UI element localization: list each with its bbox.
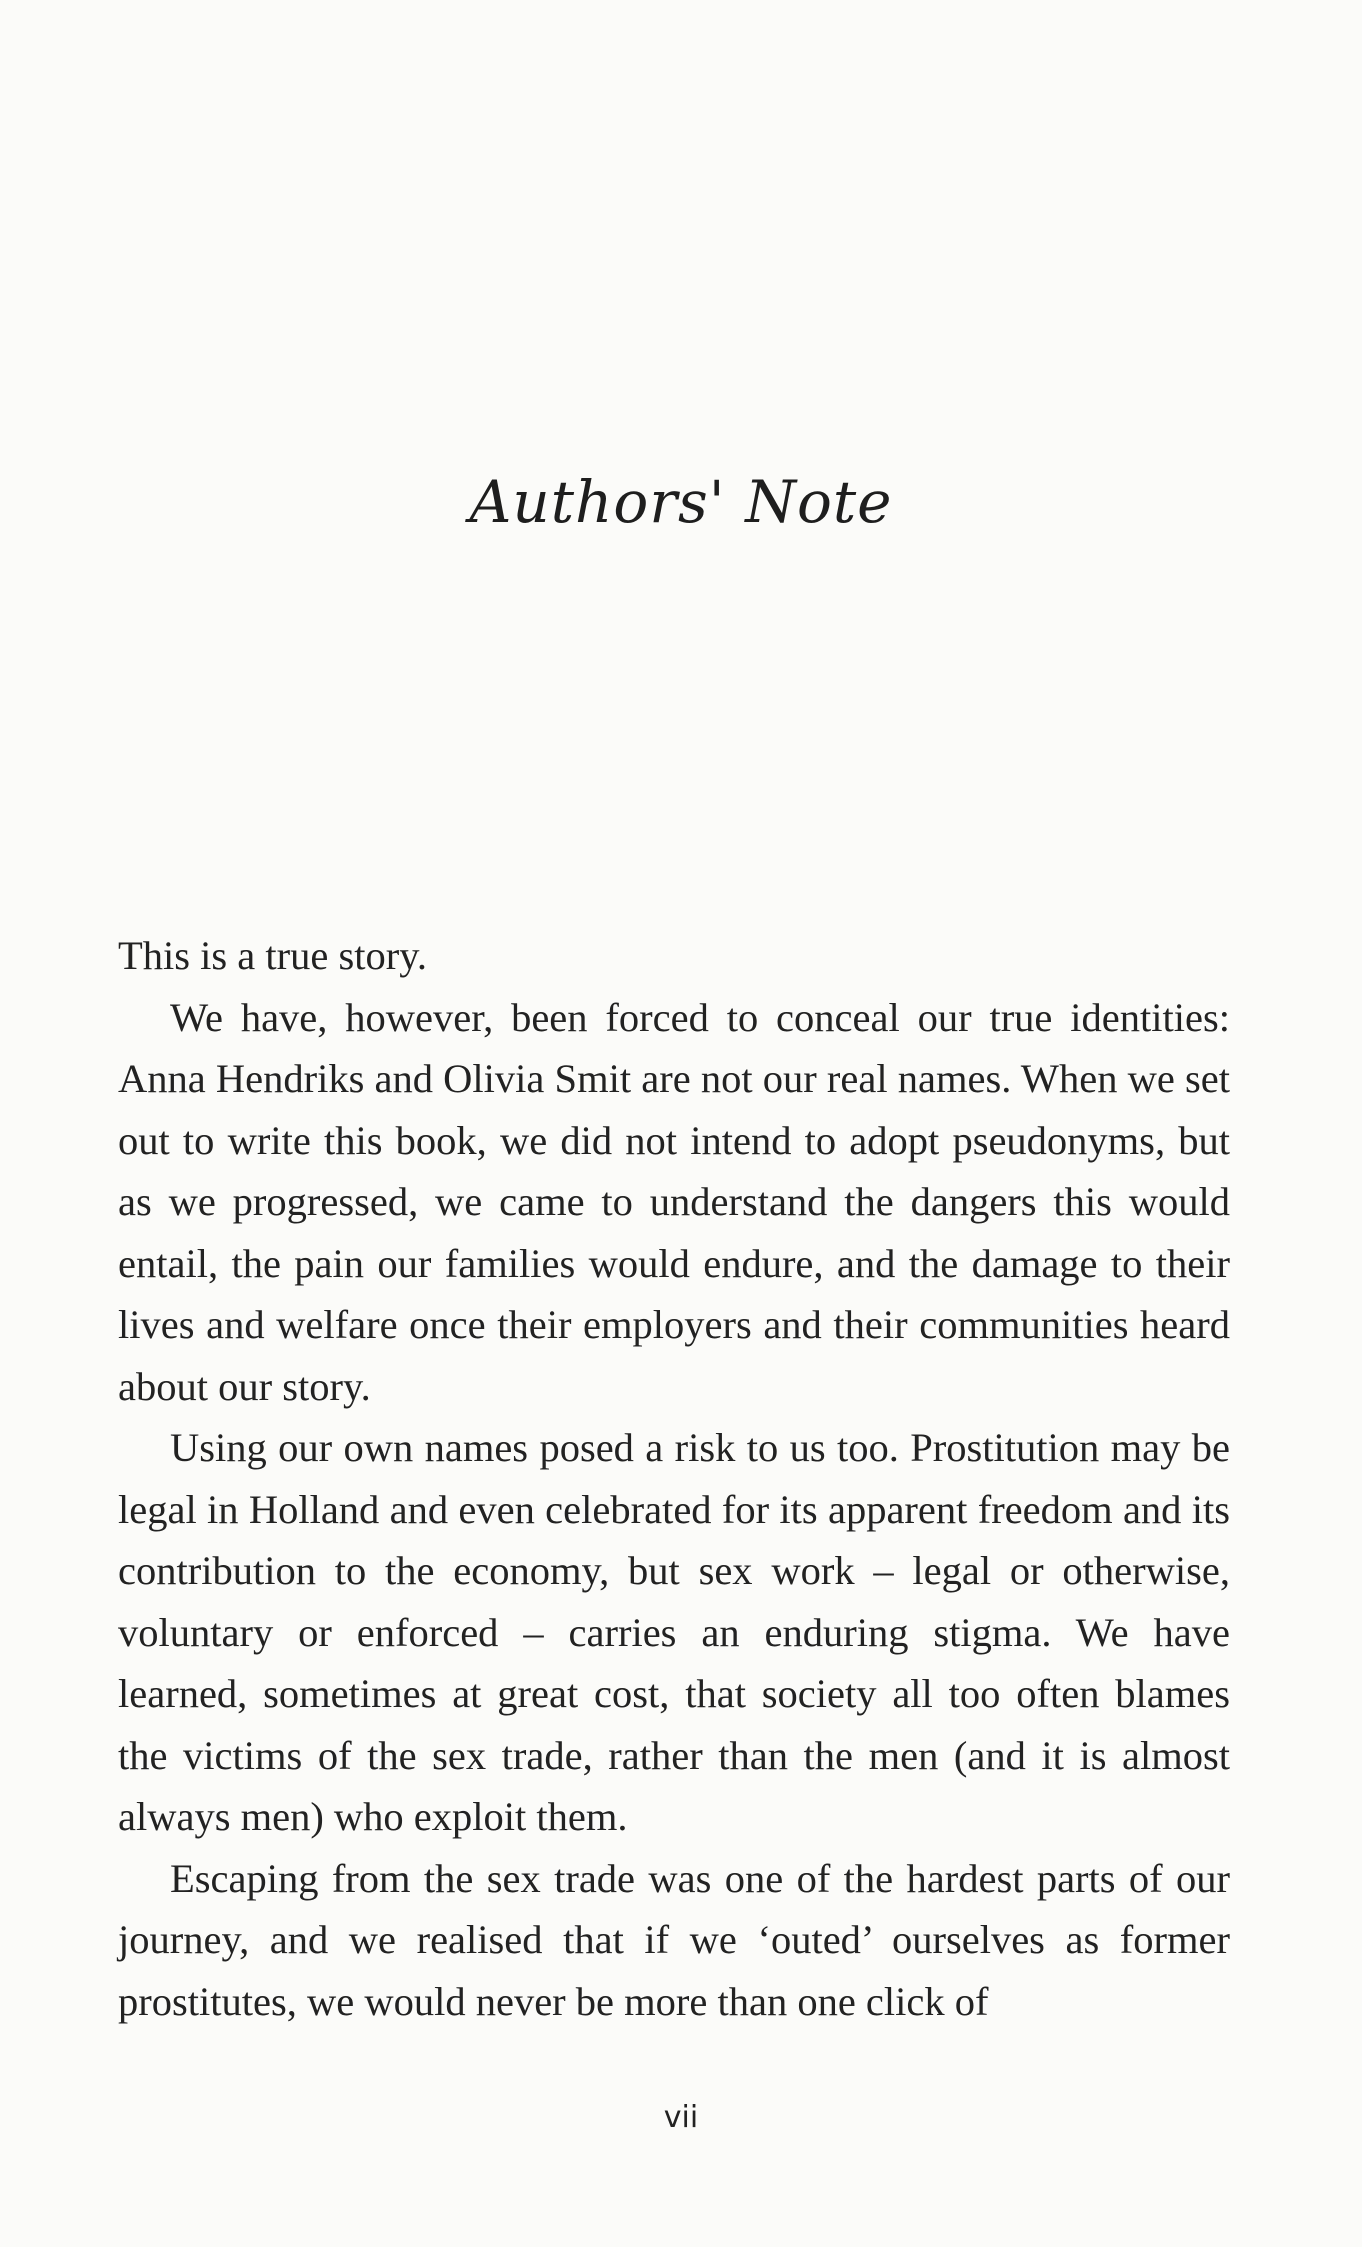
paragraph-1: This is a true story. [118, 933, 427, 978]
body-text [118, 925, 1230, 2032]
paragraph-4: Escaping from the sex trade was one of the hardest parts of our journey, and we realised that if we ‘outed’ ourselves as former prostitutes, we would never be more than one click of [118, 1855, 1230, 2024]
chapter-title: Authors' Note [469, 468, 893, 536]
page-number: vii [663, 2100, 699, 2135]
paragraph-3: Using our own names posed a risk to us too. Prostitution may be legal in Holland and even celebrated for its apparent freedom and its contribution to the economy, but sex work – legal or otherwise, voluntary or enforced – carries an enduring stigma. We have learned, sometimes at great cost, that society all too often blames the victims of the sex trade, rather than the men (and it is almost always men) who exploit them. [118, 1425, 1230, 1839]
paragraph-2: We have, however, been forced to conceal our true identities: Anna Hendriks and Olivia Smit are not our real names. When we set out to write this book, we did not intend to adopt pseudonyms, but as we progressed, we came to understand the dangers this would entail, the pain our families would endure, and the damage to their lives and welfare once their employers and their communities heard about our story. [118, 994, 1230, 1409]
